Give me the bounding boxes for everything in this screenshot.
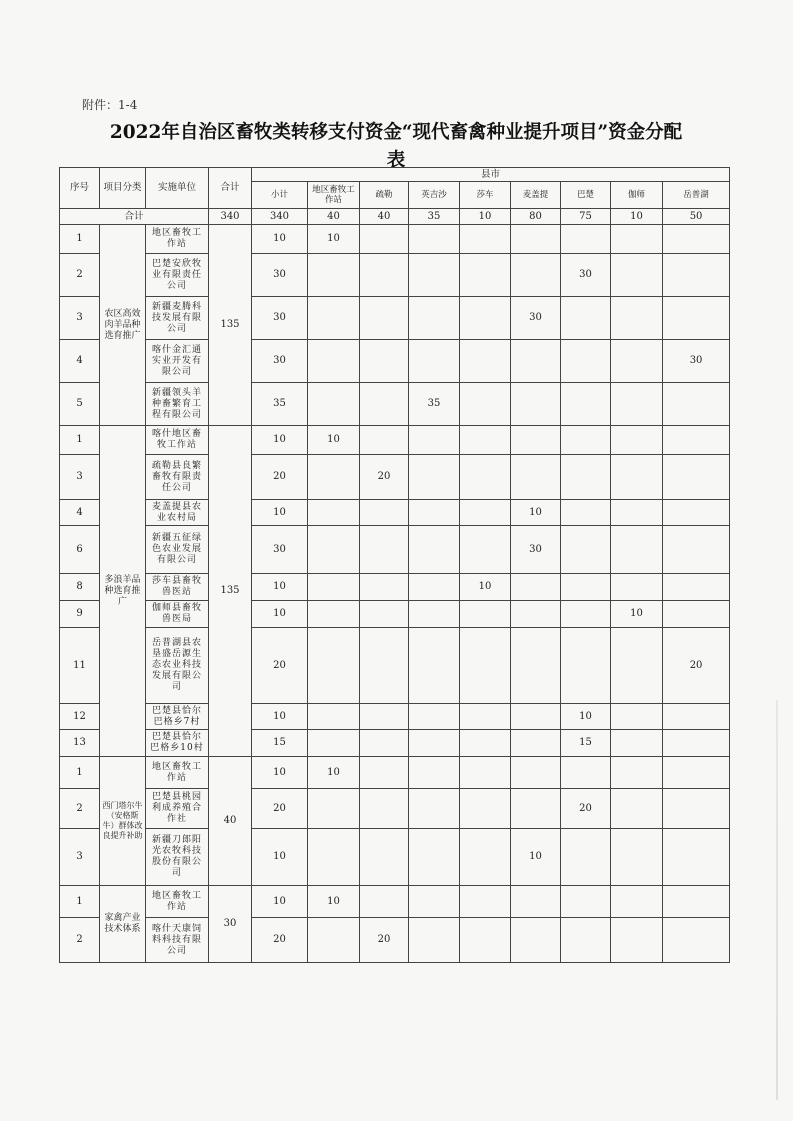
row-value [611, 340, 663, 383]
row-seq: 1 [60, 225, 100, 254]
table-row [60, 829, 730, 886]
row-value [409, 601, 460, 628]
total-value: 10 [611, 209, 663, 225]
row-value [460, 601, 511, 628]
row-seq: 1 [60, 426, 100, 455]
row-seq: 2 [60, 918, 100, 963]
row-value: 10 [308, 426, 360, 455]
row-value: 20 [360, 455, 409, 500]
row-value [308, 918, 360, 963]
row-value [611, 574, 663, 601]
row-unit: 新疆领头羊种畜繁育工程有限公司 [146, 383, 209, 426]
row-unit: 喀什天康饲料科技有限公司 [146, 918, 209, 963]
column-header: 疏勒 [360, 182, 409, 209]
column-header: 岳普湖 [663, 182, 730, 209]
table-row [60, 254, 730, 297]
row-value: 10 [308, 757, 360, 789]
row-value [511, 789, 561, 829]
row-value [663, 383, 730, 426]
row-value [308, 254, 360, 297]
row-value [360, 500, 409, 526]
row-value [460, 455, 511, 500]
row-unit: 地区畜牧工作站 [146, 757, 209, 789]
row-value [460, 526, 511, 574]
row-value [611, 455, 663, 500]
row-value [360, 704, 409, 730]
row-value [409, 500, 460, 526]
row-value [409, 455, 460, 500]
row-value: 30 [561, 254, 611, 297]
header-total: 合计 [209, 168, 252, 209]
row-value: 10 [308, 886, 360, 918]
row-value [561, 340, 611, 383]
total-value: 50 [663, 209, 730, 225]
table-row [60, 574, 730, 601]
row-value [561, 574, 611, 601]
row-value [511, 426, 561, 455]
table-row [60, 601, 730, 628]
row-seq: 4 [60, 340, 100, 383]
row-value: 20 [252, 789, 308, 829]
table-row [60, 455, 730, 500]
row-value: 20 [252, 918, 308, 963]
row-value [511, 757, 561, 789]
row-value: 10 [252, 886, 308, 918]
row-seq: 3 [60, 297, 100, 340]
group-total: 30 [209, 886, 252, 963]
row-value [360, 225, 409, 254]
row-value [308, 383, 360, 426]
row-value [360, 526, 409, 574]
row-value [460, 254, 511, 297]
row-value [511, 340, 561, 383]
row-value [460, 704, 511, 730]
row-value [561, 500, 611, 526]
row-value [663, 704, 730, 730]
table-row [60, 500, 730, 526]
row-value [308, 628, 360, 704]
row-value: 10 [611, 601, 663, 628]
row-value [511, 918, 561, 963]
column-header: 小计 [252, 182, 308, 209]
total-row [60, 209, 730, 225]
row-value [360, 426, 409, 455]
group-category: 农区高效肉羊品种选育推广 [100, 225, 146, 426]
row-value [663, 757, 730, 789]
row-value [460, 789, 511, 829]
row-value [460, 628, 511, 704]
row-value: 10 [561, 704, 611, 730]
group-total: 135 [209, 225, 252, 426]
table-row [60, 526, 730, 574]
row-value [611, 757, 663, 789]
row-value [611, 789, 663, 829]
row-value: 30 [252, 526, 308, 574]
row-value [308, 500, 360, 526]
row-value [308, 297, 360, 340]
row-value [511, 886, 561, 918]
scan-edge-mark [776, 700, 778, 1100]
row-unit: 新疆刀郎阳光农牧科技股份有限公司 [146, 829, 209, 886]
row-value [360, 886, 409, 918]
row-value [308, 526, 360, 574]
header-county: 县市 [252, 168, 730, 182]
table-row [60, 704, 730, 730]
row-value [460, 383, 511, 426]
row-unit: 岳普湖县农垦盛岳源生态农业科技发展有限公司 [146, 628, 209, 704]
attachment-label: 附件：1-4 [82, 98, 138, 112]
row-value [611, 225, 663, 254]
row-value [611, 426, 663, 455]
row-value: 10 [252, 601, 308, 628]
row-value [663, 297, 730, 340]
row-unit: 莎车县畜牧兽医站 [146, 574, 209, 601]
row-value [360, 829, 409, 886]
row-value [511, 383, 561, 426]
column-header: 地区畜牧工作站 [308, 182, 360, 209]
row-value: 20 [663, 628, 730, 704]
row-value [460, 829, 511, 886]
row-value [561, 225, 611, 254]
row-value: 10 [511, 829, 561, 886]
document-title-line2: 表 [386, 150, 406, 171]
row-value [409, 574, 460, 601]
total-value: 80 [511, 209, 561, 225]
row-value: 30 [252, 340, 308, 383]
row-value [663, 526, 730, 574]
row-value [611, 628, 663, 704]
row-value [360, 601, 409, 628]
row-value [409, 789, 460, 829]
row-value [561, 526, 611, 574]
table-row [60, 789, 730, 829]
row-value [360, 789, 409, 829]
row-unit: 新疆麦腾科技发展有限公司 [146, 297, 209, 340]
row-value: 10 [252, 426, 308, 455]
row-value [663, 500, 730, 526]
row-value [561, 918, 611, 963]
row-unit: 地区畜牧工作站 [146, 886, 209, 918]
row-value [409, 526, 460, 574]
table-row [60, 383, 730, 426]
row-unit: 巴楚县桃园利成养殖合作社 [146, 789, 209, 829]
row-value: 20 [561, 789, 611, 829]
row-unit: 新疆五征绿色农业发展有限公司 [146, 526, 209, 574]
row-value [360, 340, 409, 383]
row-value [611, 526, 663, 574]
row-value [308, 340, 360, 383]
row-value [460, 886, 511, 918]
row-value [308, 829, 360, 886]
row-value [663, 574, 730, 601]
row-value [663, 789, 730, 829]
row-value [663, 829, 730, 886]
row-seq: 11 [60, 628, 100, 704]
row-value [663, 455, 730, 500]
row-value: 35 [409, 383, 460, 426]
row-value [409, 918, 460, 963]
row-value [611, 829, 663, 886]
row-value [460, 225, 511, 254]
row-value [561, 426, 611, 455]
table-row [60, 225, 730, 254]
column-header: 莎车 [460, 182, 511, 209]
row-value [409, 426, 460, 455]
row-value [511, 225, 561, 254]
row-value [409, 757, 460, 789]
row-seq: 9 [60, 601, 100, 628]
row-value [460, 918, 511, 963]
row-value [561, 383, 611, 426]
row-value [360, 383, 409, 426]
row-value [409, 628, 460, 704]
row-value [611, 254, 663, 297]
group-category: 多浪羊品种选育推广 [100, 426, 146, 757]
row-unit: 疏勒县良繁畜牧有限责任公司 [146, 455, 209, 500]
row-seq: 13 [60, 730, 100, 757]
row-seq: 3 [60, 829, 100, 886]
row-value [511, 455, 561, 500]
row-value [460, 426, 511, 455]
total-value: 75 [561, 209, 611, 225]
total-label: 合计 [60, 209, 209, 225]
table-row [60, 886, 730, 918]
row-value: 10 [252, 757, 308, 789]
row-value [360, 757, 409, 789]
row-value [663, 918, 730, 963]
row-value [511, 730, 561, 757]
row-value: 10 [252, 500, 308, 526]
row-value [663, 254, 730, 297]
row-seq: 1 [60, 886, 100, 918]
row-value [561, 297, 611, 340]
row-value [663, 886, 730, 918]
row-value [561, 829, 611, 886]
row-value [511, 628, 561, 704]
table-row [60, 918, 730, 963]
row-value [409, 886, 460, 918]
row-value: 35 [252, 383, 308, 426]
row-value [409, 829, 460, 886]
document-title: 2022年自治区畜牧类转移支付资金“现代畜禽种业提升项目”资金分配 [109, 122, 683, 143]
row-value [511, 254, 561, 297]
row-value [308, 455, 360, 500]
row-value [360, 628, 409, 704]
header-unit: 实施单位 [146, 168, 209, 209]
row-value: 10 [252, 574, 308, 601]
row-value [360, 254, 409, 297]
row-value [460, 297, 511, 340]
column-header: 英吉沙 [409, 182, 460, 209]
group-total: 40 [209, 757, 252, 886]
row-seq: 8 [60, 574, 100, 601]
row-value: 10 [308, 225, 360, 254]
header-category: 项目分类 [100, 168, 146, 209]
row-unit: 喀什地区畜牧工作站 [146, 426, 209, 455]
row-value: 15 [561, 730, 611, 757]
row-value [409, 254, 460, 297]
row-value [663, 225, 730, 254]
row-value [561, 601, 611, 628]
row-value: 10 [460, 574, 511, 601]
row-seq: 12 [60, 704, 100, 730]
row-value [308, 730, 360, 757]
row-value [308, 601, 360, 628]
row-value [611, 704, 663, 730]
column-header: 伽师 [611, 182, 663, 209]
row-value [561, 886, 611, 918]
row-value [360, 574, 409, 601]
table-row [60, 757, 730, 789]
row-value [409, 340, 460, 383]
row-value [460, 757, 511, 789]
row-value: 30 [663, 340, 730, 383]
row-value [611, 297, 663, 340]
row-value [511, 574, 561, 601]
row-seq: 6 [60, 526, 100, 574]
row-value [561, 628, 611, 704]
header-seq: 序号 [60, 168, 100, 209]
row-unit: 麦盖提县农业农村局 [146, 500, 209, 526]
row-value [663, 730, 730, 757]
column-header: 麦盖提 [511, 182, 561, 209]
row-seq: 1 [60, 757, 100, 789]
row-value [663, 601, 730, 628]
row-value [611, 730, 663, 757]
row-unit: 巴楚县恰尔巴格乡10村 [146, 730, 209, 757]
total-value: 340 [252, 209, 308, 225]
row-value: 30 [511, 526, 561, 574]
row-value [611, 886, 663, 918]
row-value: 15 [252, 730, 308, 757]
row-value [409, 225, 460, 254]
row-value [511, 601, 561, 628]
total-value: 10 [460, 209, 511, 225]
table-row [60, 340, 730, 383]
row-value: 30 [511, 297, 561, 340]
row-seq: 4 [60, 500, 100, 526]
row-value [308, 704, 360, 730]
group-category: 家禽产业技术体系 [100, 886, 146, 963]
total-sum: 340 [209, 209, 252, 225]
row-value: 20 [252, 455, 308, 500]
row-unit: 伽师县畜牧兽医局 [146, 601, 209, 628]
table-row [60, 628, 730, 704]
row-value: 20 [252, 628, 308, 704]
row-seq: 2 [60, 254, 100, 297]
row-value [409, 297, 460, 340]
table-row [60, 297, 730, 340]
row-value [611, 383, 663, 426]
row-unit: 巴楚安欣牧业有限责任公司 [146, 254, 209, 297]
row-value [360, 730, 409, 757]
row-unit: 地区畜牧工作站 [146, 225, 209, 254]
row-value [308, 574, 360, 601]
row-value [409, 704, 460, 730]
row-value: 20 [360, 918, 409, 963]
row-value [460, 500, 511, 526]
total-value: 40 [308, 209, 360, 225]
row-seq: 2 [60, 789, 100, 829]
row-value [460, 340, 511, 383]
row-value: 10 [252, 225, 308, 254]
row-unit: 喀什金汇通实业开发有限公司 [146, 340, 209, 383]
row-value [409, 730, 460, 757]
row-seq: 3 [60, 455, 100, 500]
row-value [561, 455, 611, 500]
total-value: 40 [360, 209, 409, 225]
row-value: 30 [252, 297, 308, 340]
allocation-table [59, 167, 730, 963]
row-value: 10 [252, 829, 308, 886]
row-value [561, 757, 611, 789]
column-header: 巴楚 [561, 182, 611, 209]
group-total: 135 [209, 426, 252, 757]
row-value: 10 [252, 704, 308, 730]
row-value [308, 789, 360, 829]
total-value: 35 [409, 209, 460, 225]
table-row [60, 426, 730, 455]
row-unit: 巴楚县恰尔巴格乡7村 [146, 704, 209, 730]
row-value [360, 297, 409, 340]
row-value [611, 918, 663, 963]
row-value [460, 730, 511, 757]
row-value [511, 704, 561, 730]
row-value: 10 [511, 500, 561, 526]
table-row [60, 730, 730, 757]
row-value [663, 426, 730, 455]
row-seq: 5 [60, 383, 100, 426]
row-value [611, 500, 663, 526]
group-category: 西门塔尔牛（安格斯牛）群体改良提升补助 [100, 757, 146, 886]
row-value: 30 [252, 254, 308, 297]
